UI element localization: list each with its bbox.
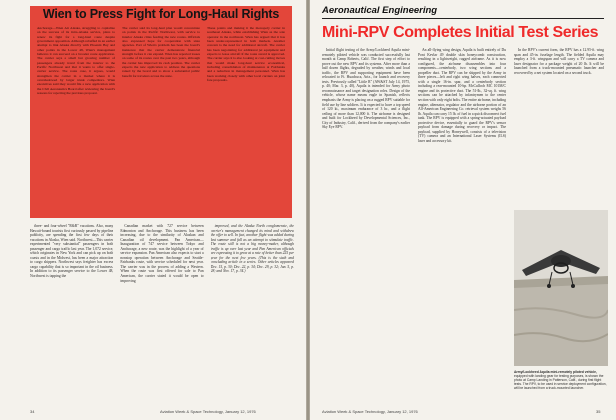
boxed-article-column: The carrier said its long-haul plan would concentrate on points in the Pacific Northwest, with service to interior Alaska cities feeding the new routes. Officials also expressed hope for cooperation with state agencies. Part of Wien's problem has been the board's insistence that the carrier demonstrate financial strength before it can expand. Wien has reported losses on some of its routes over the past two years, although the carrier has improved its cash position. The carrier expects the new application to address the questions raised by the board and to show a substantial public benefit for travelers across the state.: [122, 26, 200, 78]
boxed-article-column: Anchorage—Wien Air Alaska, struggling to capitalize on the success of its intra-Alaska service, plans to renew its fight for a long-haul route despite government opposition. Although rebuffed in an earlier attempt to link Alaska directly with Phoenix Bay and other points in the Lower 48, Wien's management believes it can succeed on a broader route application. The carrier says a small but growing number of passengers already travel from the interior to the Pacific Northwest and that it wants to offer single-carrier service. The route case, it argues, would strengthen the carrier in a market where it is overshadowed by larger trunk competitors. Wien executives said they would file a new application with the Civil Aeronautics Board after reviewing the board's reasons for rejecting the previous proposal.: [37, 26, 115, 96]
section-rule: [322, 18, 604, 19]
page-number: 35: [596, 409, 601, 414]
article-body-columns: [30, 224, 294, 402]
photo-caption-text: equipped with landing gear for testing purposes, is shown the photo at Camp Landing in Patterson, Calif., during first flight tests. The RPV, to be used in service deployment configuration, will be launched from a truck-mounted launcher.: [514, 374, 607, 391]
folio-publication: Aviation Week & Space Technology, January 12, 1976: [322, 409, 418, 414]
article-paragraph: improved, and the Alaska North conglomerate, the carrier's management changed its mind and withdrew the offer to sell. In fact, another flight was added during last summer and fall as an attempt to stimulate traffic. The route still is not a big money-maker, although traffic is up over last year and Pan American officials are expressing it to grow at a rate of better than 225 per year for the next few years. (This is the sixth and concluding article in a series. Other articles appeared Dec. 15, p. 30; Dec. 22, p. 34; Dec. 29, p. 32; Jan. 5, p. 28; and Nov. 17, p. 34.): [210, 224, 294, 274]
article-column: [418, 48, 506, 404]
article-column: [120, 224, 203, 402]
article-paragraph: Initial flight testing of the Army/Lockheed Aquila mini-remotely piloted vehicle was conducted successfully last month at Camp Roberts, Calif. The first step of effort to prove out the new RPV and its systems. After more than a half dozen flights, degraded by weather, winds and local traffic, the RPV and supporting equipment have been relocated to Ft. Huachuca, Ariz., for launch and recovery tests. Previously called "Little R" (AW&ST July 14, 1975, p. 40; Mar. 3, p. 40), Aquila is intended for Army photo reconnaissance and target designation roles. Design of the vehicle, whose name means eagle in Spanish, reflects emphasis the Army is placing on a rugged RPV suitable for field use by line soldiers. It is expected to have a top speed of 120 kt., maximum endurance of 3 hr., and a flight ceiling of more than 12,000 ft. The airframe is designed and built for Lockheed by Developmental Sciences, Inc., City of Industry, Calif., derived from the company's earlier Sky Eye RPV.: [322, 48, 410, 130]
article-paragraph: Canadian market with 727 service between Edmonton and Anchorage. This business has been increasing, due to the similarity of Alaskan and Canadian oil development. Pan American—Inauguration of 747 service between Tokyo and Anchorage, a new route, was the highlight of a year of service expansion. Pan American also expects to start a nonstop operation between Anchorage and Seattle-Fairbanks route, with service scheduled for next year. The carrier was in the process of adding a Western. When the route was first offered for sale to Pan American, the carrier stated it would be open to improving: [120, 224, 204, 283]
aquila-rpv-illustration: [514, 210, 608, 366]
section-label: Aeronautical Engineering: [322, 5, 438, 16]
article-paragraph: An all-flying wing design, Aquila is built entirely of Du Pont Kevlar 49 double skin honeycomb construction, resulting in a lightweight, rugged airframe. As it is now configured, the airframe disassembles into four components—centerbody, two wing sections and a propeller duct. The RPV can be shipped by the Army in three pieces—left and right wing halves, each connected with a single 16-in. spar, and a centerbody section including a rear-mounted 10-hp. McCulloch MC 101M/C engine and its protective duct. The 51-lb., 32-sq. ft. wing sections can be attached by infantrymen to the center section with only eight bolts. The entire airframe, including engine, alternator, regulator and the airborne portion of an All-American Engineering Co. retrieval system weighs 56 lb. Aquila can carry 15 lb. of fuel in a quick disconnect fuel tank. The RPV is equipped with a spring-actuated payload protective device, essentially to guard the RPV's sensor payload from damage during recovery or impact. The payload, supplied by Honeywell, consists of a television (TV) camera and an International Laser Systems (ILS) laser and accessory kit.: [418, 48, 506, 143]
article-paragraph: three- and four-wheel "R&R" vacations. Also, many Hawaii-bound tourists first curiously passed by pipeline publicity, are spending the first few days of their vacations in Alaska, Wien said. Northwest—This carrier experimented "very substantial" passengers in both passenger and cargo traffic last year. The 1,072 service, which originates in New York and can pick up on both coasts and in the Midwest, has been a major attraction to cargo shippers. Northwest says freighter has excess cargo capability that is so important in the oil business. In addition to its passenger service to the Lower 48, Northwest is tapping the: [30, 224, 114, 279]
article-column: [322, 48, 410, 404]
article-title: Mini-RPV Completes Initial Test Series: [322, 24, 599, 41]
boxed-article-column: These points and making it the monopoly carrier in southeast Alaska, while establishing Wien as the sole operator in the northwest. Wien has argued that it has been under-represented in both markets. Another concern is the need for additional aircraft. The carrier has been negotiating for additional jet equipment and expects to lease aircraft if the route award is approved. The carrier says it is also looking at cost-cutting moves that would make long-haul service economical, including consolidation of maintenance at Fairbanks and a reduction in management personnel. Wien has been working closely with other local carriers on joint fare proposals.: [207, 26, 285, 83]
left-page: [0, 0, 306, 420]
article-paragraph: In the RPV's current form, the RPV has a 12.95-ft. wing span and 45-in. fuselage length. The fielded Aquila may employ a 3-ft. wingspan and will carry a TV camera and laser designator for a package weight of 20 lb. It will be launched from a truck-mounted pneumatic launcher and recovered by a net system located on a second truck.: [514, 48, 604, 75]
folio-publication: Aviation Week & Space Technology, January 12, 1976: [160, 409, 256, 414]
right-page: [310, 0, 616, 420]
boxed-article-headline: Wien to Press Fight for Long-Haul Rights: [42, 7, 280, 21]
photo-caption-lead: Army/Lockheed Aquila mini-remotely piloted vehicle,: [514, 370, 597, 374]
page-number: 34: [30, 409, 35, 414]
article-column: [514, 48, 604, 210]
article-column: [211, 224, 294, 402]
article-column: [30, 224, 113, 402]
boxed-article: [30, 6, 292, 218]
boxed-article-columns: [37, 26, 285, 214]
rpv-photo: [514, 210, 608, 366]
photo-caption: [514, 370, 608, 390]
